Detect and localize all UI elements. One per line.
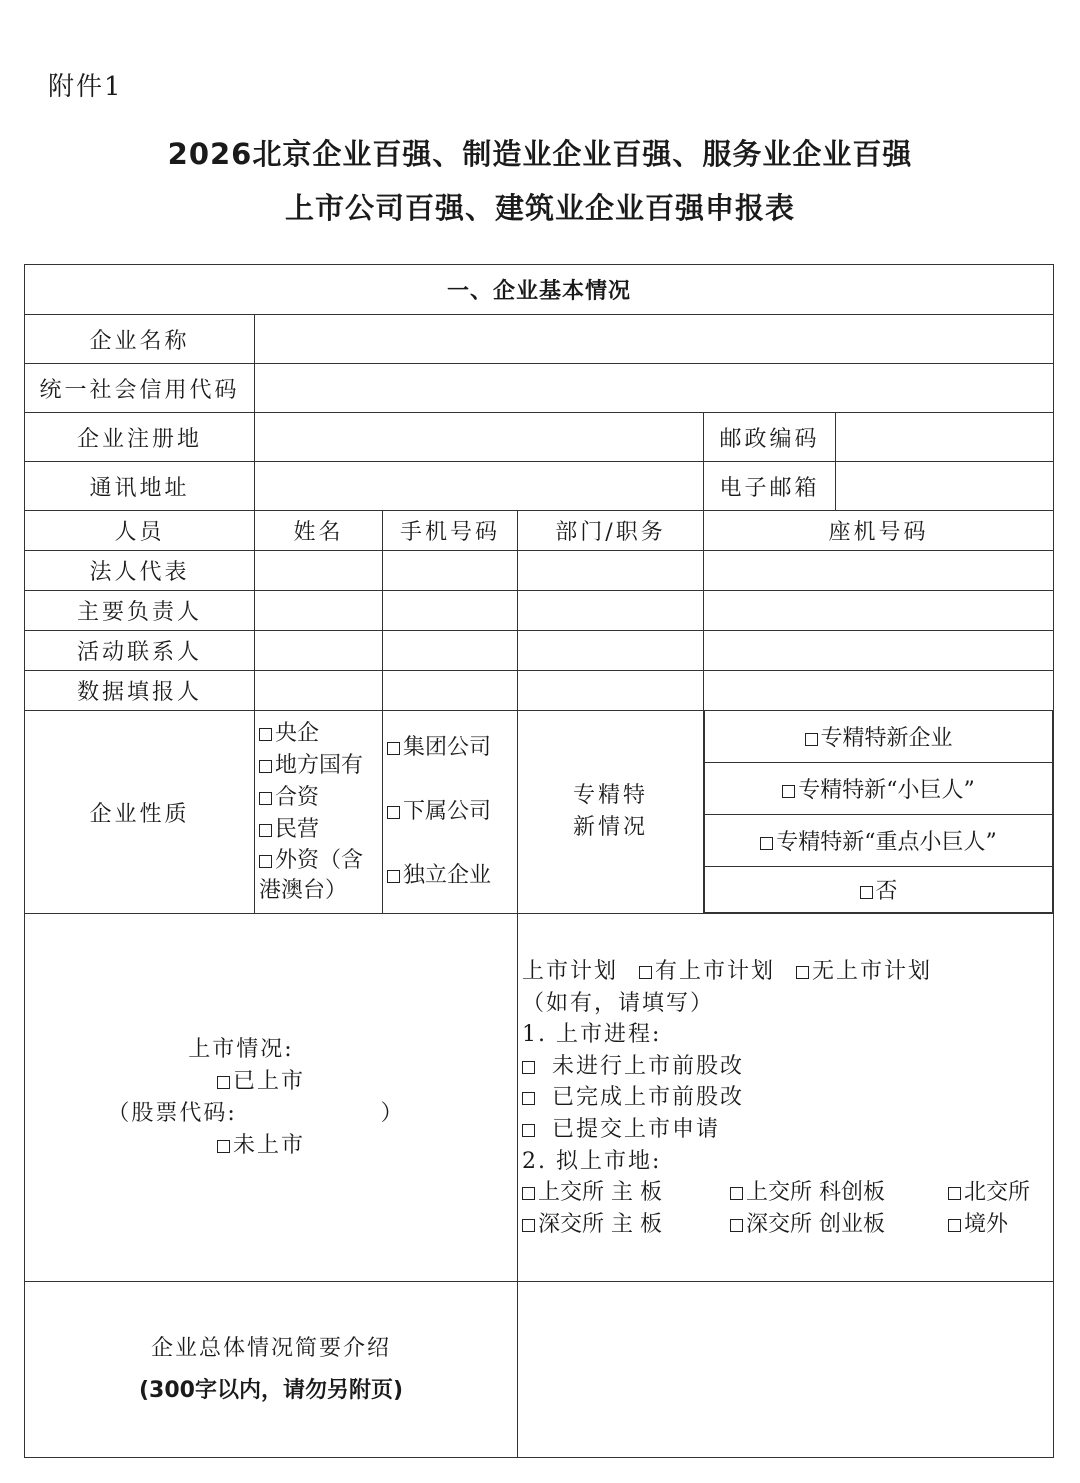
ownership-options: [255, 711, 383, 914]
filler-landline-input[interactable]: [704, 671, 1054, 711]
email-label: 电子邮箱: [704, 462, 836, 511]
listing-plan-row: [522, 956, 1053, 988]
checkbox-icon[interactable]: [948, 1187, 961, 1200]
principal-name-input[interactable]: [255, 591, 383, 631]
listing-status-label: 上市情况:: [188, 1036, 294, 1062]
checkbox-icon[interactable]: [259, 792, 272, 805]
personnel-header-landline: 座机号码: [704, 511, 1054, 551]
mail-address-label: 通讯地址: [25, 462, 255, 511]
ownership-option-private[interactable]: 民营: [259, 814, 382, 846]
progress-option-reform-done[interactable]: 已完成上市前股改: [522, 1082, 1053, 1114]
listing-option-listed[interactable]: 已上市: [25, 1066, 518, 1098]
checkbox-icon[interactable]: [730, 1187, 743, 1200]
checkbox-icon[interactable]: [387, 806, 400, 819]
checkbox-icon[interactable]: [760, 837, 773, 850]
filler-name-input[interactable]: [255, 671, 383, 711]
attachment-label: 附件1: [48, 72, 123, 102]
reg-address-input[interactable]: [255, 413, 704, 462]
principal-landline-input[interactable]: [704, 591, 1054, 631]
personnel-header-name: 姓名: [255, 511, 383, 551]
personnel-header-role: 人员: [25, 511, 255, 551]
intro-label-cell: [25, 1282, 518, 1458]
specialized-option-key-little-giant[interactable]: 专精特新“重点小巨人”: [705, 815, 1053, 867]
venue-option-bse[interactable]: 北交所: [948, 1177, 1048, 1209]
enterprise-nature-label: 企业性质: [25, 711, 255, 914]
ownership-option-foreign[interactable]: 外资（含港澳台）: [259, 848, 364, 903]
personnel-header-mobile: 手机号码: [383, 511, 518, 551]
specialized-option-enterprise[interactable]: 专精特新企业: [705, 711, 1053, 763]
progress-option-no-reform[interactable]: 未进行上市前股改: [522, 1051, 1053, 1083]
personnel-header-dept: 部门/职务: [518, 511, 704, 551]
company-name-input[interactable]: [255, 315, 1054, 364]
form-title-line1: 2026北京企业百强、制造业企业百强、服务业企业百强: [167, 137, 913, 171]
stock-code-field[interactable]: （股票代码: ）: [107, 1100, 405, 1126]
section-basic-info-heading: 一、企业基本情况: [25, 265, 1054, 315]
ownership-option-local-state[interactable]: 地方国有: [259, 750, 382, 782]
venue-options-row2: [522, 1209, 1053, 1241]
fill-note: （如有，请填写）: [522, 990, 715, 1016]
personnel-row-principal: 主要负责人: [25, 591, 255, 631]
intro-input[interactable]: [518, 1282, 1054, 1458]
principal-dept-input[interactable]: [518, 591, 704, 631]
checkbox-icon[interactable]: [259, 728, 272, 741]
structure-option-subsidiary[interactable]: 下属公司: [383, 780, 517, 844]
checkbox-icon[interactable]: [730, 1219, 743, 1232]
legal-rep-landline-input[interactable]: [704, 551, 1054, 591]
listing-plan-label: 上市计划: [522, 959, 619, 984]
checkbox-icon[interactable]: [217, 1076, 230, 1089]
checkbox-icon[interactable]: [860, 886, 873, 899]
legal-rep-mobile-input[interactable]: [383, 551, 518, 591]
checkbox-icon[interactable]: [522, 1187, 535, 1200]
postal-code-input[interactable]: [836, 413, 1054, 462]
checkbox-icon[interactable]: [259, 760, 272, 773]
venue-option-szse-main[interactable]: 深交所 主 板: [522, 1209, 730, 1241]
structure-option-independent[interactable]: 独立企业: [383, 844, 517, 908]
plan-option-no[interactable]: 无上市计划: [796, 959, 932, 984]
form-title-line2: 上市公司百强、建筑业企业百强申报表: [284, 191, 795, 225]
checkbox-icon[interactable]: [522, 1092, 535, 1105]
venue-options-row1: [522, 1177, 1053, 1209]
checkbox-icon[interactable]: [948, 1219, 961, 1232]
contact-dept-input[interactable]: [518, 631, 704, 671]
venue-option-sse-main[interactable]: 上交所 主 板: [522, 1177, 730, 1209]
checkbox-icon[interactable]: [639, 966, 652, 979]
checkbox-icon[interactable]: [522, 1219, 535, 1232]
email-input[interactable]: [836, 462, 1054, 511]
legal-rep-dept-input[interactable]: [518, 551, 704, 591]
checkbox-icon[interactable]: [217, 1140, 230, 1153]
venue-title: 2. 拟上市地:: [522, 1148, 662, 1174]
checkbox-icon[interactable]: [796, 966, 809, 979]
checkbox-icon[interactable]: [805, 733, 818, 746]
specialized-option-none[interactable]: 否: [705, 867, 1053, 913]
contact-mobile-input[interactable]: [383, 631, 518, 671]
application-form-table: [24, 264, 1054, 1458]
plan-option-yes[interactable]: 有上市计划: [639, 959, 775, 984]
filler-dept-input[interactable]: [518, 671, 704, 711]
checkbox-icon[interactable]: [259, 855, 272, 868]
specialized-option-little-giant[interactable]: 专精特新“小巨人”: [705, 763, 1053, 815]
ownership-option-central[interactable]: 央企: [259, 718, 382, 750]
credit-code-label: 统一社会信用代码: [25, 364, 255, 413]
venue-option-szse-chinext[interactable]: 深交所 创业板: [730, 1209, 948, 1241]
checkbox-icon[interactable]: [782, 785, 795, 798]
venue-option-overseas[interactable]: 境外: [948, 1209, 1048, 1241]
listing-status-cell: [25, 914, 518, 1282]
checkbox-icon[interactable]: [259, 824, 272, 837]
company-name-label: 企业名称: [25, 315, 255, 364]
checkbox-icon[interactable]: [387, 742, 400, 755]
checkbox-icon[interactable]: [387, 870, 400, 883]
personnel-row-contact: 活动联系人: [25, 631, 255, 671]
contact-name-input[interactable]: [255, 631, 383, 671]
reg-address-label: 企业注册地: [25, 413, 255, 462]
filler-mobile-input[interactable]: [383, 671, 518, 711]
listing-plan-cell: [518, 914, 1054, 1282]
venue-option-sse-star[interactable]: 上交所 科创板: [730, 1177, 948, 1209]
postal-code-label: 邮政编码: [704, 413, 836, 462]
checkbox-icon[interactable]: [522, 1124, 535, 1137]
progress-option-submitted[interactable]: 已提交上市申请: [522, 1114, 1053, 1146]
mail-address-input[interactable]: [255, 462, 704, 511]
intro-label: 企业总体情况简要介绍: [150, 1335, 391, 1361]
specialized-options: [704, 711, 1054, 914]
contact-landline-input[interactable]: [704, 631, 1054, 671]
personnel-row-legal-rep: 法人代表: [25, 551, 255, 591]
listing-option-unlisted[interactable]: 未上市: [25, 1130, 518, 1162]
structure-option-group[interactable]: 集团公司: [383, 716, 517, 780]
legal-rep-name-input[interactable]: [255, 551, 383, 591]
structure-options: [383, 711, 518, 914]
personnel-row-data-filler: 数据填报人: [25, 671, 255, 711]
ownership-option-jv[interactable]: 合资: [259, 782, 382, 814]
progress-title: 1. 上市进程:: [522, 1022, 662, 1048]
credit-code-input[interactable]: [255, 364, 1054, 413]
checkbox-icon[interactable]: [522, 1061, 535, 1074]
specialized-label: 专精特新情况: [518, 711, 704, 914]
principal-mobile-input[interactable]: [383, 591, 518, 631]
intro-note: (300字以内，请勿另附页): [138, 1377, 404, 1403]
